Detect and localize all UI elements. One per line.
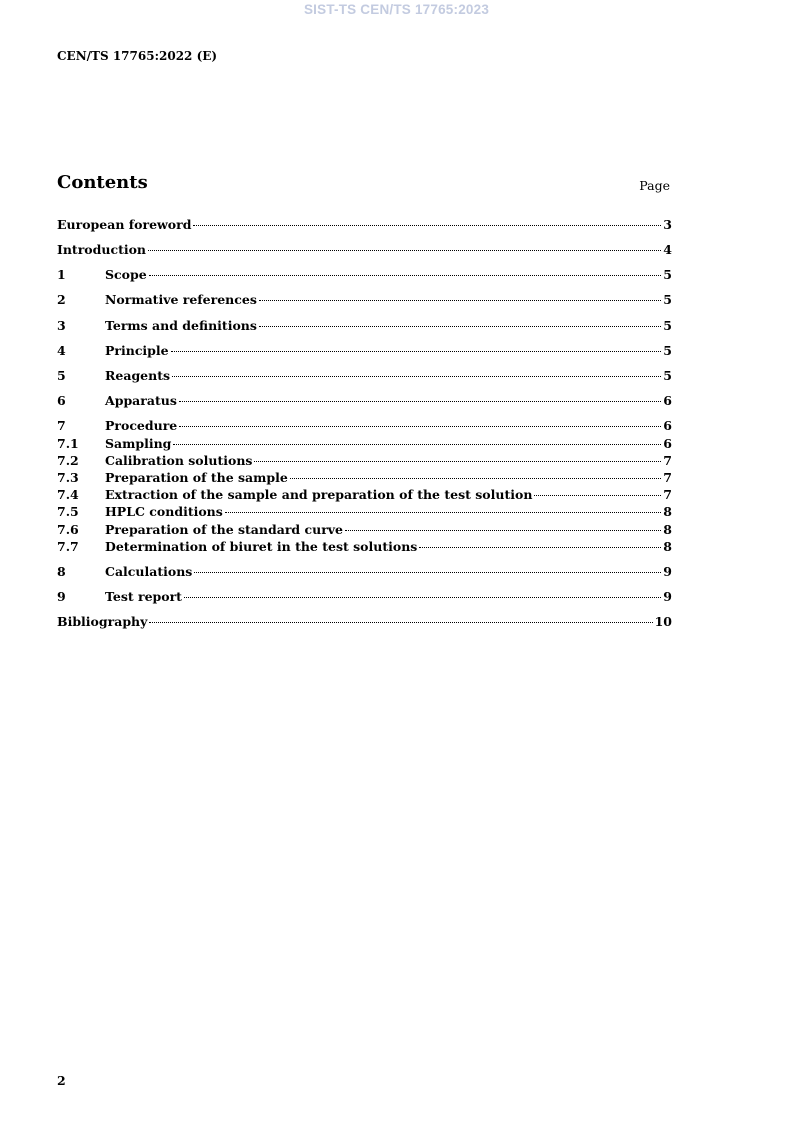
toc-entry-page: 6 — [663, 393, 672, 408]
toc-entry-number: 7.4 — [57, 487, 79, 502]
toc-entry-page: 6 — [663, 418, 672, 433]
toc-entry-page: 7 — [663, 487, 672, 502]
toc-entry[interactable] — [57, 614, 672, 629]
toc-entry-page: 7 — [663, 470, 672, 485]
watermark: SIST-TS CEN/TS 17765:2023 — [303, 2, 490, 17]
toc-entry-page: 5 — [663, 267, 672, 282]
toc-entry-page: 6 — [663, 436, 672, 451]
toc-entry-title: Determination of biuret in the test solutions — [105, 539, 418, 554]
toc-entry[interactable] — [57, 436, 672, 451]
toc-entry-page: 8 — [663, 522, 672, 537]
toc-entry-page: 4 — [663, 242, 672, 257]
toc-dot-leader — [172, 376, 661, 377]
toc-dot-leader — [173, 444, 661, 445]
toc-entry-number: 7.5 — [57, 504, 79, 519]
toc-entry-number: 3 — [57, 318, 66, 333]
toc-dot-leader — [149, 275, 662, 276]
toc-entry[interactable] — [57, 522, 672, 537]
toc-entry-page: 10 — [654, 614, 672, 629]
toc-entry-number: 7.7 — [57, 539, 79, 554]
toc-entry-page: 9 — [663, 564, 672, 579]
toc-entry-page: 5 — [663, 368, 672, 383]
toc-entry-title: Apparatus — [105, 393, 177, 408]
toc-dot-leader — [534, 495, 661, 496]
toc-entry-title: Calibration solutions — [105, 453, 253, 468]
toc-dot-leader — [259, 300, 661, 301]
toc-entry[interactable] — [57, 292, 672, 307]
toc-entry-page: 9 — [663, 589, 672, 604]
toc-entry-page: 3 — [663, 217, 672, 232]
toc-dot-leader — [179, 401, 661, 402]
contents-heading: Contents — [57, 172, 148, 193]
toc-dot-leader — [225, 512, 661, 513]
toc-entry[interactable] — [57, 564, 672, 579]
toc-entry-number: 7 — [57, 418, 66, 433]
toc-entry-number: 9 — [57, 589, 66, 604]
toc-entry-title: Principle — [105, 343, 169, 358]
toc-entry-title: Bibliography — [57, 614, 148, 629]
toc-entry-page: 5 — [663, 292, 672, 307]
toc-entry-title: Procedure — [105, 418, 178, 433]
toc-entry-number: 5 — [57, 368, 66, 383]
toc-dot-leader — [345, 530, 661, 531]
toc-entry-number: 7.1 — [57, 436, 79, 451]
page-number: 2 — [57, 1073, 66, 1088]
toc-dot-leader — [193, 225, 661, 226]
toc-entry-number: 1 — [57, 267, 66, 282]
toc-entry-number: 6 — [57, 393, 66, 408]
toc-dot-leader — [179, 426, 661, 427]
toc-entry[interactable] — [57, 487, 672, 502]
toc-entry[interactable] — [57, 343, 672, 358]
toc-entry-number: 8 — [57, 564, 66, 579]
toc-entry-title: Test report — [105, 589, 182, 604]
toc-entry-title: Extraction of the sample and preparation of the test solution — [105, 487, 533, 502]
toc-entry-page: 5 — [663, 318, 672, 333]
toc-entry-title: Reagents — [105, 368, 171, 383]
toc-dot-leader — [184, 597, 661, 598]
toc-dot-leader — [148, 250, 661, 251]
toc-entry-title: Preparation of the sample — [105, 470, 288, 485]
toc-entry-number: 2 — [57, 292, 66, 307]
toc-entry-number: 7.2 — [57, 453, 79, 468]
toc-entry[interactable] — [57, 242, 672, 257]
toc-entry-title: Introduction — [57, 242, 147, 257]
toc-entry-title: Calculations — [105, 564, 193, 579]
toc-entry[interactable] — [57, 393, 672, 408]
toc-entry-page: 8 — [663, 504, 672, 519]
toc-entry[interactable] — [57, 453, 672, 468]
toc-entry[interactable] — [57, 504, 672, 519]
toc-entry-title: Sampling — [105, 436, 172, 451]
toc-dot-leader — [171, 351, 662, 352]
toc-entry[interactable] — [57, 539, 672, 554]
toc-entry[interactable] — [57, 589, 672, 604]
toc-entry-number: 7.3 — [57, 470, 79, 485]
toc-dot-leader — [149, 622, 652, 623]
page-column-label: Page — [639, 178, 670, 193]
toc-entry-number: 7.6 — [57, 522, 79, 537]
toc-entry-number: 4 — [57, 343, 66, 358]
toc-entry[interactable] — [57, 267, 672, 282]
toc-entry-title: European foreword — [57, 217, 192, 232]
toc-entry-title: Normative references — [105, 292, 257, 307]
document-identifier: CEN/TS 17765:2022 (E) — [57, 49, 218, 63]
toc-entry-page: 7 — [663, 453, 672, 468]
toc-entry-title: Preparation of the standard curve — [105, 522, 344, 537]
toc-entry[interactable] — [57, 368, 672, 383]
toc-entry-title: Terms and definitions — [105, 318, 257, 333]
toc-entry-title: Scope — [105, 267, 147, 282]
toc-dot-leader — [254, 461, 661, 462]
toc-entry[interactable] — [57, 470, 672, 485]
toc-entry[interactable] — [57, 318, 672, 333]
toc-entry[interactable] — [57, 217, 672, 232]
toc-entry-page: 5 — [663, 343, 672, 358]
toc-dot-leader — [290, 478, 661, 479]
toc-entry[interactable] — [57, 418, 672, 433]
toc-entry-page: 8 — [663, 539, 672, 554]
toc-entry-title: HPLC conditions — [105, 504, 223, 519]
toc-dot-leader — [194, 572, 661, 573]
toc-dot-leader — [419, 547, 661, 548]
toc-dot-leader — [259, 326, 661, 327]
